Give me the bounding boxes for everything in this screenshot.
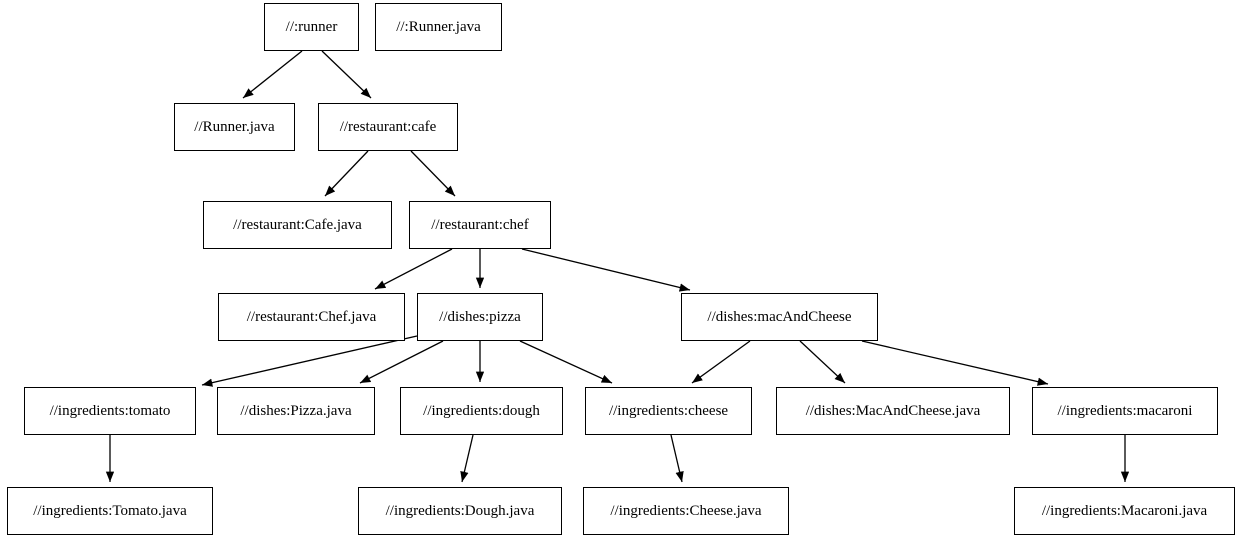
graph-edge-restaurant_chef-to-dishes_mac: [522, 249, 690, 290]
graph-edge-dishes_mac-to-ing_cheese: [692, 341, 750, 383]
graph-node-label: //restaurant:Chef.java: [246, 308, 377, 325]
graph-edge-runner-to-runner_java: [243, 51, 302, 98]
graph-node-label: //dishes:pizza: [439, 308, 521, 325]
graph-node-dishes_mac[interactable]: [681, 293, 878, 341]
graph-edge-dishes_pizza-to-ing_cheese: [520, 341, 612, 383]
graph-node-label: //ingredients:Macaroni.java: [1041, 502, 1208, 519]
graph-node-label: //restaurant:chef: [431, 216, 529, 233]
graph-node-label: //restaurant:cafe: [339, 118, 437, 135]
graph-node-runner_java[interactable]: [174, 103, 295, 151]
graph-node-runner_java_root[interactable]: [375, 3, 502, 51]
graph-node-tomato_java[interactable]: [7, 487, 213, 535]
graph-edge-restaurant_cafe-to-cafe_java: [325, 151, 368, 196]
graph-node-pizza_java[interactable]: [217, 387, 375, 435]
graph-node-runner[interactable]: [264, 3, 359, 51]
graph-node-restaurant_cafe[interactable]: [318, 103, 458, 151]
graph-node-ing_dough[interactable]: [400, 387, 563, 435]
graph-node-label: //ingredients:tomato: [49, 402, 171, 419]
graph-edge-dishes_mac-to-ing_macaroni: [862, 341, 1048, 384]
graph-node-dough_java[interactable]: [358, 487, 562, 535]
graph-node-ing_tomato[interactable]: [24, 387, 196, 435]
graph-node-label: //dishes:MacAndCheese.java: [805, 402, 981, 419]
graph-node-ing_cheese[interactable]: [585, 387, 752, 435]
graph-node-label: //:runner: [285, 18, 338, 35]
graph-edge-dishes_pizza-to-pizza_java: [360, 341, 443, 383]
graph-node-cafe_java[interactable]: [203, 201, 392, 249]
graph-edge-restaurant_cafe-to-restaurant_chef: [411, 151, 455, 196]
graph-node-label: //ingredients:Cheese.java: [610, 502, 762, 519]
graph-edge-ing_cheese-to-cheese_java: [671, 435, 682, 482]
graph-edge-ing_dough-to-dough_java: [462, 435, 473, 482]
graph-node-label: //ingredients:cheese: [608, 402, 729, 419]
graph-node-restaurant_chef[interactable]: [409, 201, 551, 249]
graph-node-dishes_pizza[interactable]: [417, 293, 543, 341]
graph-edge-dishes_mac-to-mac_java: [800, 341, 845, 383]
graph-node-label: //ingredients:macaroni: [1057, 402, 1193, 419]
graph-node-cheese_java[interactable]: [583, 487, 789, 535]
graph-node-label: //dishes:macAndCheese: [707, 308, 852, 325]
graph-node-label: //restaurant:Cafe.java: [233, 216, 362, 233]
graph-node-label: //Runner.java: [194, 118, 275, 135]
graph-node-macaroni_java[interactable]: [1014, 487, 1235, 535]
graph-node-chef_java[interactable]: [218, 293, 405, 341]
graph-node-label: //dishes:Pizza.java: [240, 402, 352, 419]
graph-node-label: //:Runner.java: [396, 18, 481, 35]
graph-node-label: //ingredients:Tomato.java: [33, 502, 187, 519]
graph-node-label: //ingredients:dough: [423, 402, 540, 419]
graph-edge-restaurant_chef-to-chef_java: [375, 249, 452, 289]
graph-node-ing_macaroni[interactable]: [1032, 387, 1218, 435]
graph-node-label: //ingredients:Dough.java: [385, 502, 535, 519]
graph-edge-dishes_pizza-to-ing_tomato: [202, 336, 417, 385]
graph-edge-runner-to-restaurant_cafe: [322, 51, 371, 98]
graph-node-mac_java[interactable]: [776, 387, 1010, 435]
